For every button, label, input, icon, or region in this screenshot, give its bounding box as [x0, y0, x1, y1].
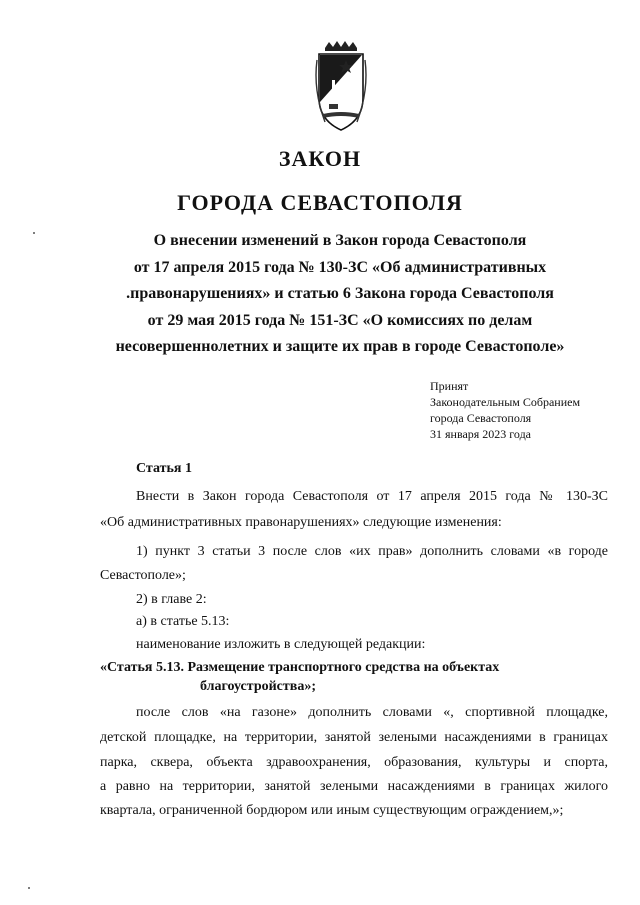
subtitle-line: О внесении изменений в Закон города Севастополя: [153, 232, 527, 249]
paragraph-line: 1) пункт 3 статьи 3 после слов «их прав» дополнить словами «в городе: [136, 544, 608, 559]
paragraph-line: после слов «на газоне» дополнить словами «, спортивной площадке,: [136, 705, 608, 720]
article-heading: Статья 1: [136, 461, 192, 476]
paragraph-line: 2) в главе 2:: [136, 592, 207, 607]
quoted-heading: благоустройства»;: [200, 679, 316, 694]
law-title: ЗАКОН: [278, 146, 362, 171]
paragraph-line: а равно на территории, занятой зелеными насаждениями в границах жилого: [100, 779, 608, 794]
adoption-line: Законодательным Собранием: [430, 395, 581, 409]
adoption-line: города Севастополя: [430, 411, 532, 425]
paragraph-line: парка, сквера, объекта здравоохранения, образования, культуры и спорта,: [100, 755, 608, 770]
subtitle-line: .правонарушениях» и статью 6 Закона города Севастополя: [126, 285, 554, 302]
adoption-line: Принят: [430, 379, 469, 393]
paragraph-line: детской площадке, на территории, занятой зелеными насаждениями в границах: [100, 730, 608, 745]
scan-speck: [33, 232, 35, 234]
adoption-date: 31 января 2023 года: [430, 427, 532, 441]
quoted-heading: «Статья 5.13. Размещение транспортного средства на объектах: [100, 660, 500, 675]
subtitle-line: от 17 апреля 2015 года № 130-ЗС «Об административных: [133, 258, 547, 276]
paragraph-line: квартала, ограниченной бордюром или иным существующим ограждением,»;: [100, 803, 564, 818]
paragraph-line: Севастополе»;: [100, 568, 186, 583]
law-subtitle: [80, 228, 600, 361]
paragraph-line: Внести в Закон города Севастополя от 17 апреля 2015 года № 130-ЗС: [136, 489, 608, 504]
sevastopol-coat-of-arms-icon: [311, 40, 371, 132]
paragraph-line: «Об административных правонарушениях» следующие изменения:: [100, 515, 502, 530]
adoption-block: [430, 378, 580, 442]
paragraph-line: наименование изложить в следующей редакции:: [136, 637, 426, 652]
subtitle-line: несовершеннолетних и защите их прав в городе Севастополе»: [115, 338, 565, 355]
city-title: ГОРОДА СЕВАСТОПОЛЯ: [177, 190, 463, 215]
paragraph-line: а) в статье 5.13:: [136, 614, 230, 629]
subtitle-line: от 29 мая 2015 года № 151-ЗС «О комиссиях по делам: [147, 311, 533, 329]
scan-speck: [28, 887, 30, 889]
